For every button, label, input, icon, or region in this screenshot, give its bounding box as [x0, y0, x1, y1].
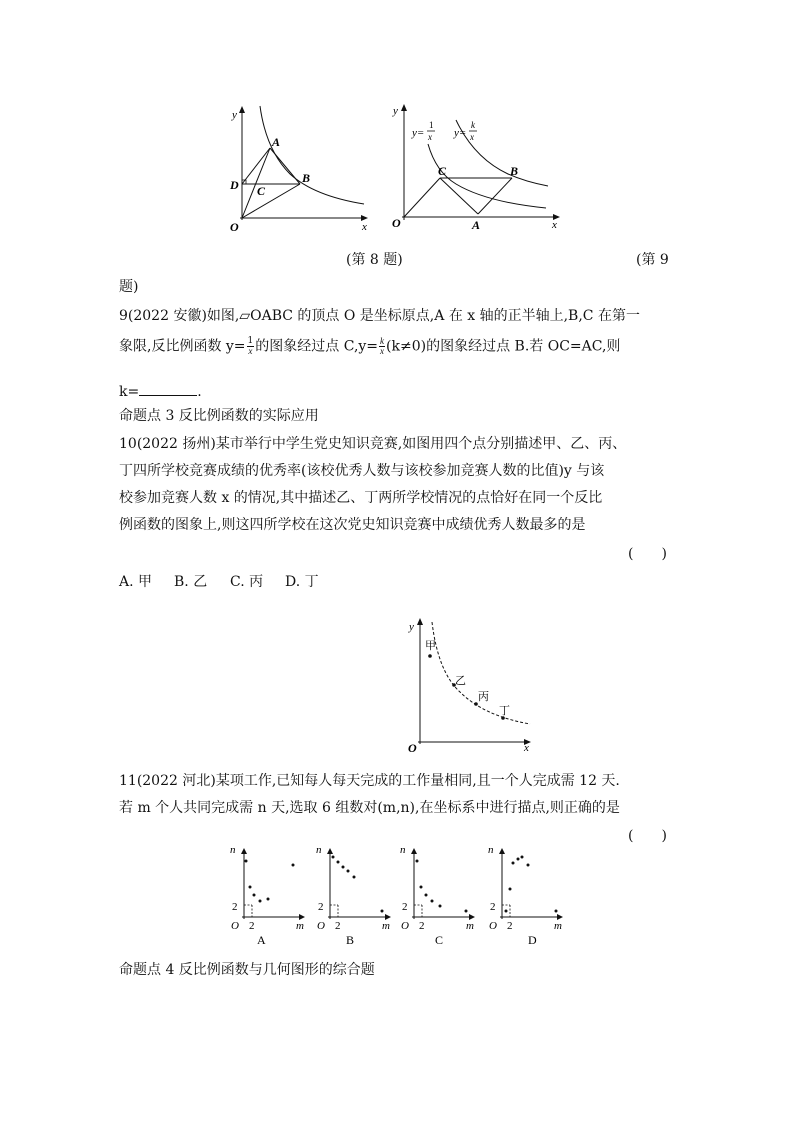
section-3-title: 命题点 3 反比例函数的实际应用	[119, 408, 319, 424]
q9-frac-1-num: 1	[247, 336, 254, 346]
q11c-option-label: C	[435, 933, 444, 947]
fig9-curve1-num: 1	[429, 120, 434, 130]
q10-line-2: 丁四所学校竞赛成绩的优秀率(该校优秀人数与该校参加竞赛人数的比值)y 与该	[119, 463, 605, 479]
fig9-curve1-prefix: y=	[412, 127, 425, 139]
q9-line-3-k: k=	[119, 384, 140, 400]
q11b-point	[381, 910, 384, 913]
fig9-curve1-den: x	[428, 132, 432, 142]
fig9-caption-a: (第 9	[636, 252, 669, 268]
q11b-point	[337, 861, 340, 864]
q11b-point	[347, 870, 350, 873]
fig8-seg-OB	[242, 184, 300, 218]
q11a-point	[292, 864, 295, 867]
q10-figure	[400, 612, 540, 754]
q10-point-jia	[428, 654, 432, 658]
q11a-option-label: A	[257, 933, 266, 947]
q10-option-a: A. 甲	[119, 574, 153, 590]
q10-option-d: D. 丁	[285, 574, 319, 590]
q11d-tick-x: 2	[507, 920, 513, 932]
q11c-point	[465, 910, 468, 913]
q9-line-1: 9(2022 安徽)如图,▱OABC 的顶点 O 是坐标原点,A 在 x 轴的正半轴上,B,C 在第一	[119, 308, 640, 324]
q11c-point	[431, 900, 434, 903]
fig9-curve2-num: k	[471, 120, 475, 130]
q10-line-1: 10(2022 扬州)某市举行中学生党史知识竞赛,如图用四个点分别描述甲、乙、丙、	[119, 436, 627, 452]
q11a-tick-x: 2	[249, 920, 255, 932]
q11c-label-origin: O	[401, 920, 409, 932]
q11a-point	[249, 886, 252, 889]
q11d-point	[505, 910, 508, 913]
q11d-point	[517, 858, 520, 861]
q9-frac-1	[247, 337, 255, 356]
q11c-point	[439, 905, 442, 908]
q9-frac-2-num: k	[380, 336, 385, 346]
q10-line-4: 例函数的图象上,则这四所学校在这次党史知识竞赛中成绩优秀人数最多的是	[119, 517, 586, 533]
q11c-point	[416, 860, 419, 863]
q11-answer-bracket[interactable]: ( )	[628, 828, 667, 844]
q11-graph-a	[226, 843, 308, 947]
fig9-label-origin: O	[392, 216, 401, 230]
fig8-label-A: A	[272, 135, 281, 149]
q11-line-2: 若 m 个人共同完成需 n 天,选取 6 组数对(m,n),在坐标系中进行描点,则正确的是	[119, 800, 620, 816]
figure-9	[386, 96, 566, 240]
q11b-point	[353, 876, 356, 879]
q9-line-3	[119, 383, 202, 399]
fig9-label-C: C	[438, 164, 447, 178]
q11a-label-origin: O	[231, 920, 239, 932]
q11a-label-m: m	[296, 920, 304, 932]
q10-label-bing: 丙	[478, 691, 489, 703]
fig8-label-D: D	[230, 178, 239, 192]
q11-line-1: 11(2022 河北)某项工作,已知每人每天完成的工作量相同,且一个人完成需 12 天.	[119, 773, 620, 789]
q11-graph-c	[396, 843, 478, 947]
fig8-label-y: y	[232, 109, 237, 121]
q9-frac-2	[379, 337, 385, 356]
q11c-tick-x: 2	[419, 920, 425, 932]
fig9-label-y: y	[393, 105, 398, 117]
q11-graph-d	[484, 843, 566, 947]
q11a-point	[267, 898, 270, 901]
fig8-y-arrow	[239, 106, 245, 113]
q10-y-arrow	[417, 618, 423, 625]
q9-frac-2-den: x	[380, 346, 385, 356]
q10-label-origin: O	[408, 741, 417, 754]
fig8-caption: (第 8 题)	[346, 252, 403, 268]
q11c-label-n: n	[400, 844, 406, 856]
q10-option-b: B. 乙	[174, 574, 208, 590]
q9-line-2-b: 的图象经过点 C,y=	[255, 338, 379, 355]
q11d-point	[509, 888, 512, 891]
fig9-curve2-den: x	[470, 132, 474, 142]
section-4-title: 命题点 4 反比例函数与几何图形的综合题	[119, 962, 375, 978]
q11b-y-arrow	[327, 848, 333, 854]
q11b-option-label: B	[346, 933, 355, 947]
fig9-label-A: A	[472, 218, 481, 232]
q11d-point	[555, 910, 558, 913]
fig8-label-x: x	[362, 221, 367, 233]
q11b-point	[332, 856, 335, 859]
q9-line-2-c: (k≠0)的图象经过点 B.若 OC=AC,则	[386, 338, 621, 355]
fig9-seg-OC	[404, 178, 440, 217]
fig9-y-arrow	[401, 104, 407, 111]
fig9-caption-b: 题)	[119, 279, 139, 295]
q11a-tick-y: 2	[232, 901, 238, 913]
q10-label-y: y	[409, 621, 414, 633]
figure-8	[222, 100, 372, 240]
q11d-option-label: D	[528, 933, 537, 947]
q11b-label-n: n	[316, 844, 322, 856]
q9-line-2-a: 象限,反比例函数 y=	[119, 338, 246, 355]
q9-frac-1-den: x	[248, 346, 253, 356]
q11c-y-arrow	[411, 848, 417, 854]
q11a-point	[253, 894, 256, 897]
q11b-tick-y: 2	[318, 901, 324, 913]
fig9-curve-k-over-x	[456, 120, 548, 186]
q11b-label-origin: O	[317, 920, 325, 932]
q11a-point	[245, 860, 248, 863]
q11d-point	[521, 856, 524, 859]
q11c-label-m: m	[466, 920, 474, 932]
q10-label-jia: 甲	[425, 640, 436, 652]
q11c-tick-y: 2	[402, 901, 408, 913]
fig9-label-B: B	[510, 164, 519, 178]
q10-dashed-curve	[432, 622, 530, 724]
q10-label-x: x	[524, 742, 529, 754]
q10-line-3: 校参加竞赛人数 x 的情况,其中描述乙、丁两所学校情况的点恰好在同一个反比	[119, 490, 603, 506]
fig9-label-x: x	[552, 219, 557, 231]
q11d-point	[527, 864, 530, 867]
fig8-seg-DA	[242, 148, 270, 184]
q11b-tick-x: 2	[335, 920, 341, 932]
fig8-seg-AB	[270, 148, 300, 184]
q11d-y-arrow	[499, 848, 505, 854]
q11b-point	[342, 866, 345, 869]
fig8-label-B: B	[302, 171, 311, 185]
q11d-tick-y: 2	[490, 901, 496, 913]
q10-answer-bracket[interactable]: ( )	[628, 546, 667, 562]
q11d-label-origin: O	[489, 920, 497, 932]
q10-label-ding: 丁	[499, 705, 510, 717]
q11d-point	[512, 862, 515, 865]
fig8-label-origin: O	[230, 220, 239, 234]
q10-option-c: C. 丙	[230, 574, 264, 590]
q9-line-3-end: .	[197, 384, 202, 400]
q11a-label-n: n	[230, 844, 236, 856]
q10-label-yi: 乙	[455, 675, 466, 687]
fig9-curve2-prefix: y=	[454, 127, 467, 139]
q11b-label-m: m	[382, 920, 390, 932]
q11-graph-b	[312, 843, 394, 947]
q9-line-2	[119, 337, 620, 356]
q9-answer-blank[interactable]	[139, 383, 197, 396]
q11d-label-m: m	[554, 920, 562, 932]
q11c-point	[420, 886, 423, 889]
q11a-point	[259, 900, 262, 903]
q11d-label-n: n	[488, 844, 494, 856]
q11a-y-arrow	[241, 848, 247, 854]
fig8-label-C: C	[257, 184, 266, 198]
q11c-point	[425, 894, 428, 897]
fig9-seg-CA	[440, 178, 478, 214]
